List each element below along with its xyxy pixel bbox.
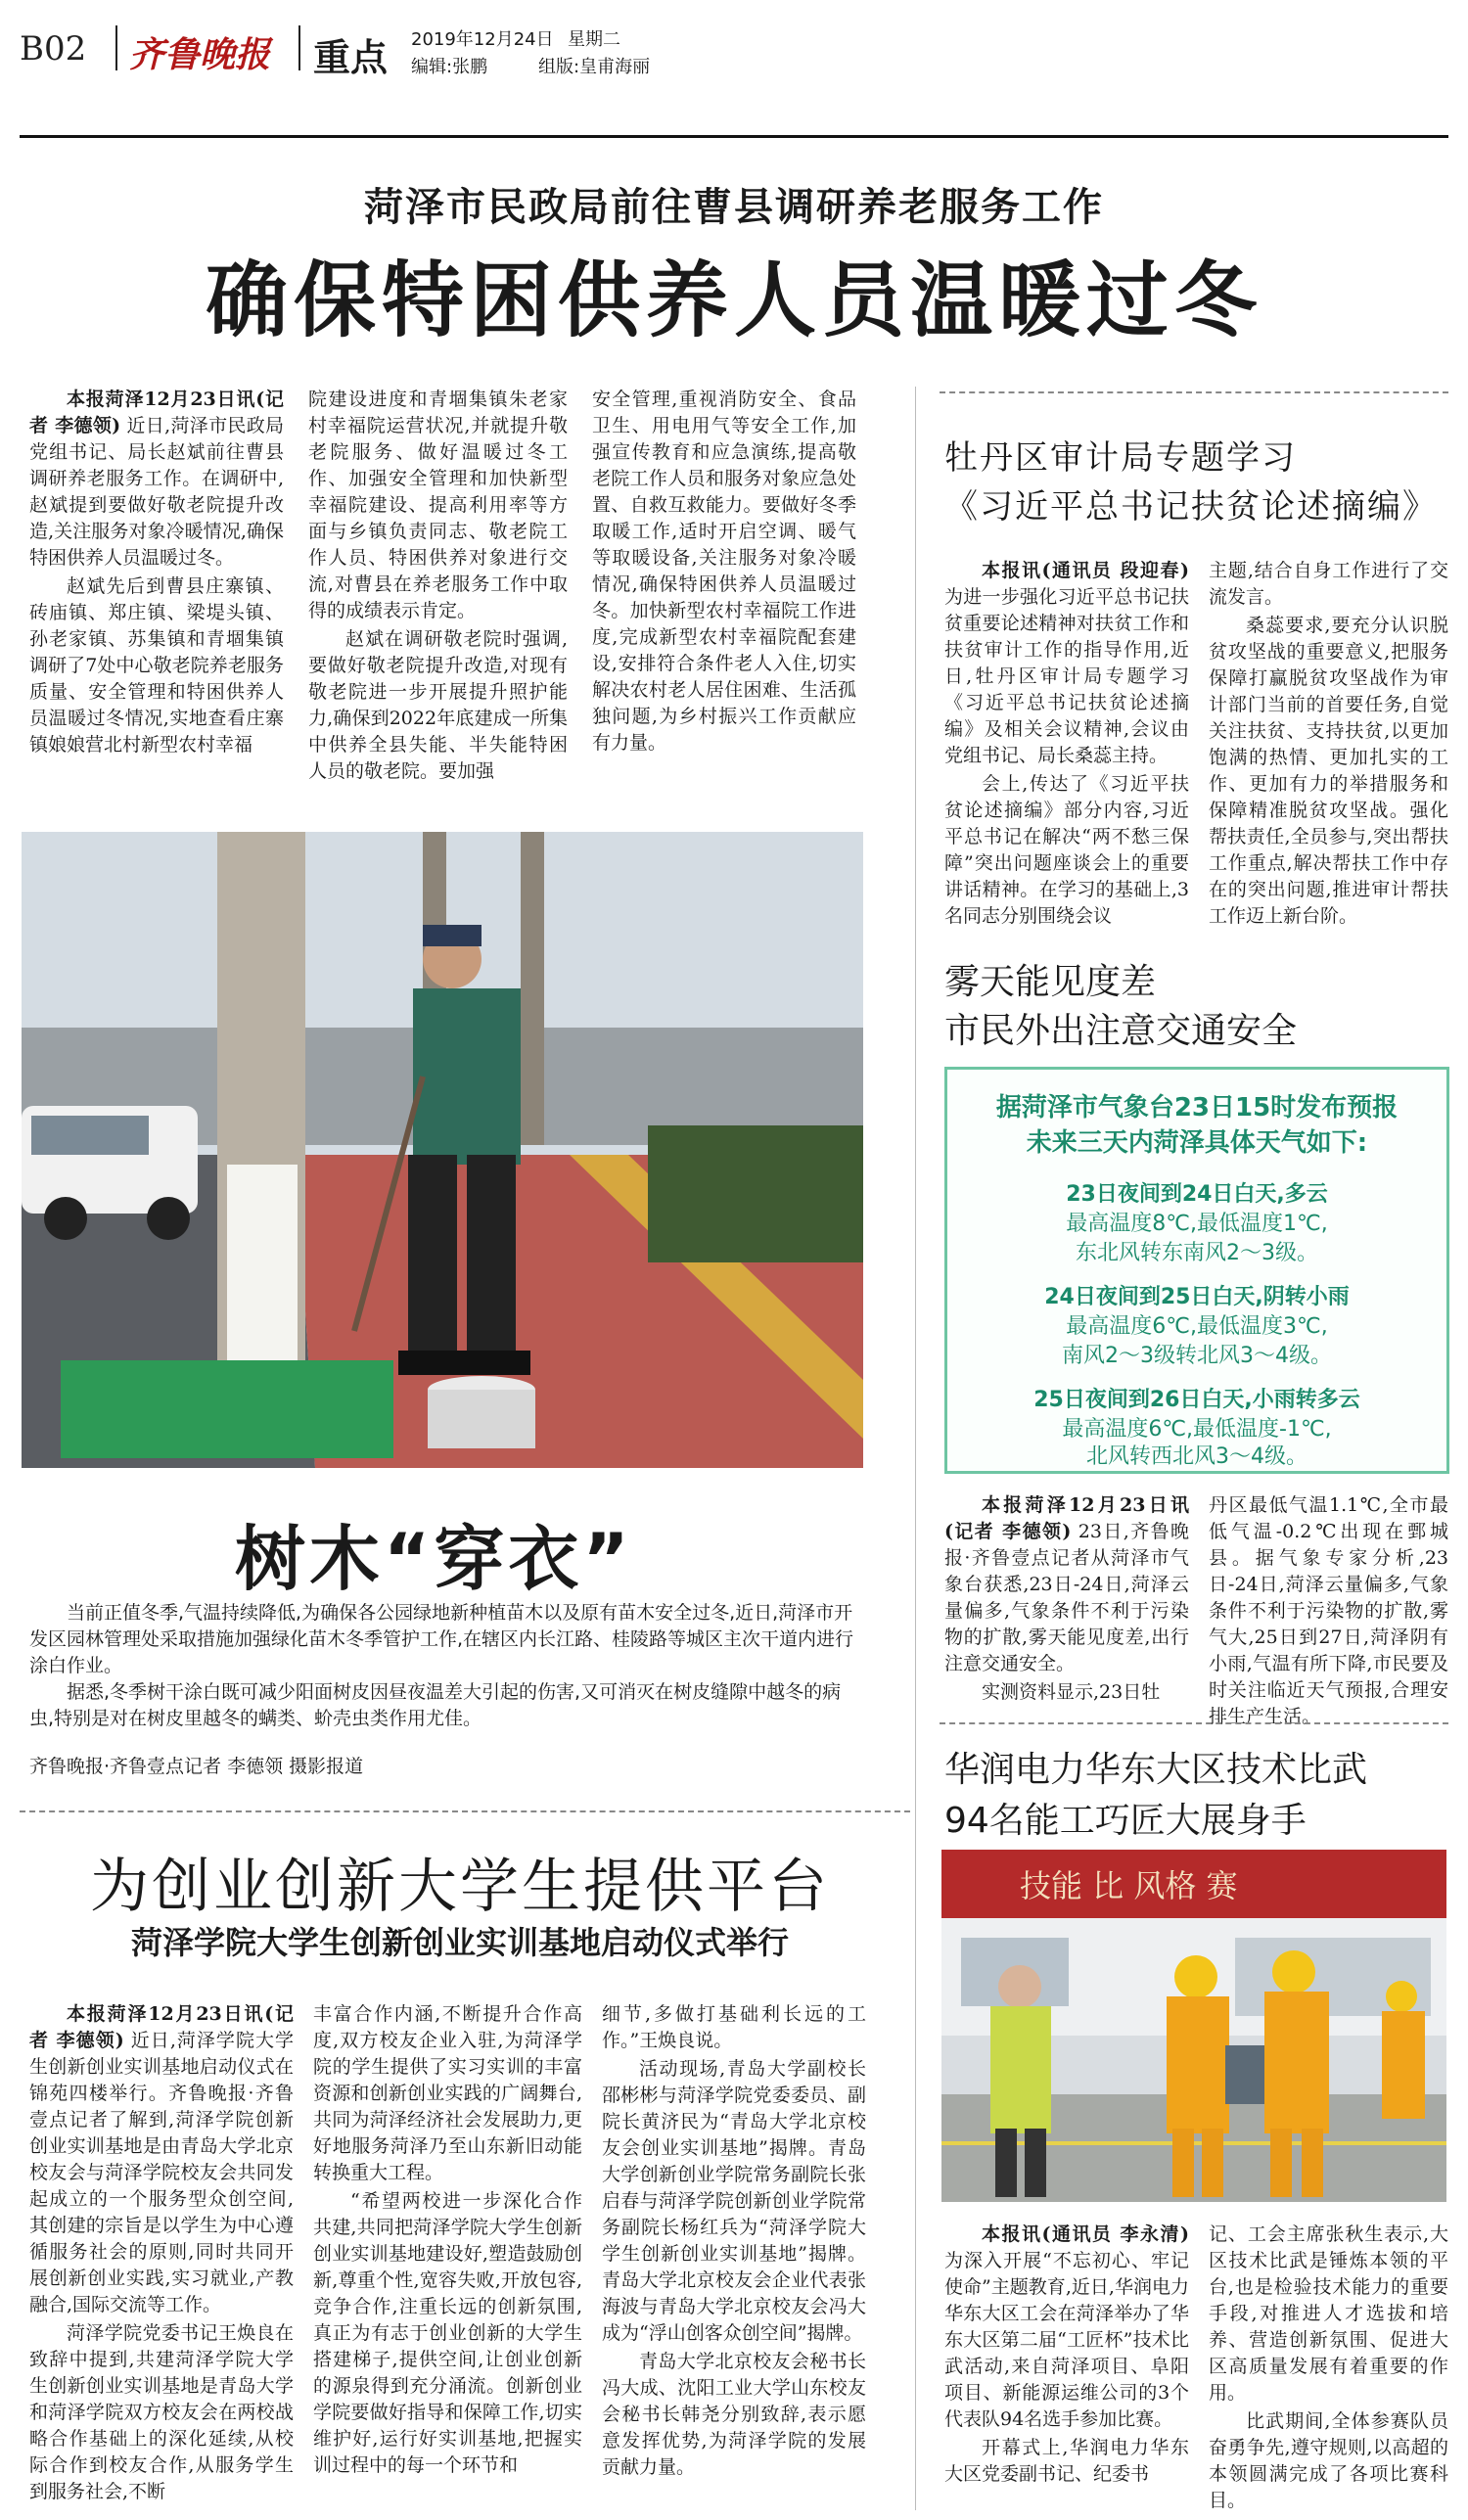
tree-painting-photo — [22, 832, 863, 1468]
paragraph: 菏泽学院党委书记王焕良在致辞中提到,共建菏泽学院大学生创新创业实训基地是青岛大学和菏泽学院双方校友会在两校战略合作基础上的深化延续,从校际合作到校友合作,从服务学生到服务社会,不断 — [29, 2322, 294, 2502]
divider — [115, 25, 117, 70]
forecast-day3-temp: 最高温度6℃,最低温度-1℃, — [1062, 1417, 1332, 1442]
edu-column-3 — [602, 2001, 866, 2483]
forecast-day3-wind: 北风转西北风3～4级。 — [1086, 1444, 1307, 1469]
paragraph: 近日,菏泽市民政局党组书记、局长赵斌前往曹县调研养老服务工作。在调研中,赵斌提到要做好敬老院提升改造,关注服务对象冷暖情况,确保特困供养人员温暖过冬。 — [29, 415, 284, 569]
audit-column-a — [944, 558, 1189, 932]
forecast-day3-head: 25日夜间到26日白天,小雨转多云 — [1033, 1388, 1360, 1412]
issue-weekday: 星期二 — [568, 29, 620, 50]
byline: 本报菏泽12月23日讯(记者 李德领) — [944, 1494, 1189, 1542]
forecast-title: 据菏泽市气象台23日15时发布预报 — [995, 1093, 1399, 1123]
editor-credit: 编辑:张鹏 — [411, 57, 488, 77]
fog-title-line1: 雾天能见度差 — [944, 962, 1157, 1002]
huarun-column-e — [944, 2222, 1189, 2490]
paragraph: 院建设进度和青堌集镇朱老家村幸福院运营状况,并就提升敬老院服务、做好温暖过冬工作、加强安全管理和加快新型幸福院建设、提高利用率等方面与乡镇负责同志、敬老院工作人员、特困供养对象进行交流,对曹县在养老服务工作中取得的成绩表示肯定。 — [308, 389, 568, 621]
dashed-rule — [940, 1722, 1448, 1724]
byline: 本报菏泽12月23日讯(记者 李德领) — [29, 389, 284, 436]
paragraph: “希望两校进一步深化合作共建,共同把菏泽学院大学生创新创业实训基地建设好,塑造鼓励创新,尊重个性,宽容失败,开放包容,竞争合作,注重长远的创新氛围,真正为有志于创业创新的大学生搭建梯子,提供空间,让创业创新的源泉得到充分涌流。创新创业学院要做好指导和保障工作,切实维护好,运行好实训基地,把握实训过程中的每一个环节和 — [313, 2190, 582, 2476]
huarun-title-line2: 94名能工巧匠大展身手 — [944, 1801, 1307, 1841]
competition-photo — [941, 1850, 1446, 2202]
masthead — [20, 18, 1448, 79]
edu-column-2 — [313, 2001, 582, 2481]
huarun-column-f — [1209, 2222, 1448, 2516]
paragraph: 安全管理,重视消防安全、食品卫生、用电用气等安全工作,加强宣传教育和应急演练,提高敬老院工作人员和服务对象应急处置、自救互救能力。要做好冬季取暖工作,适时开启空调、暖气等取暖设备,关注服务对象冷暖情况,确保特困供养人员温暖过冬。加快新型农村幸福院工作进度,完成新型农村幸福院配套建设,安排符合条件老人入住,切实解决农村老人居住困难、生活孤独问题,为乡村振兴工作贡献应有力量。 — [592, 389, 856, 754]
byline: 本报菏泽12月23日讯(记者 李德领) — [29, 2003, 294, 2051]
fog-column-c — [944, 1492, 1189, 1708]
huarun-title-line1: 华润电力华东大区技术比武 — [944, 1750, 1368, 1790]
tree-story-body — [29, 1600, 861, 1732]
main-kicker: 菏泽市民政局前往曹县调研养老服务工作 — [364, 185, 1104, 230]
paragraph: 会上,传达了《习近平扶贫论述摘编》部分内容,习近平总书记在解决“两不愁三保障”突出问题座谈会上的重要讲话精神。在学习的基础上,3名同志分别围绕会议 — [944, 773, 1189, 927]
paragraph: 记、工会主席张秋生表示,大区技术比武是锤炼本领的平台,也是检验技术能力的重要手段,对推进人才选拔和培养、营造创新氛围、促进大区高质量发展有着重要的作用。 — [1209, 2223, 1448, 2404]
main-column-1 — [29, 387, 284, 760]
column-divider — [915, 387, 916, 2510]
forecast-day1-head: 23日夜间到24日白天,多云 — [1066, 1182, 1328, 1207]
byline: 本报讯(通讯员 段迎春) — [982, 560, 1189, 581]
forecast-day2-wind: 南风2～3级转北风3～4级。 — [1062, 1344, 1332, 1368]
banner-text: 技能 比 风格 赛 — [1020, 1867, 1238, 1904]
paragraph: 比武期间,全体参赛队员奋勇争先,遵守规则,以高超的本领圆满完成了各项比赛科目。 — [1209, 2410, 1448, 2511]
competition-photo-illustration — [941, 1850, 1446, 2202]
paragraph: 赵斌在调研敬老院时强调,要做好敬老院提升改造,对现有敬老院进一步开展提升照护能力,确保到2022年底建成一所集中供养全县失能、半失能特困人员的敬老院。要加强 — [308, 628, 568, 782]
photo-credit: 齐鲁晚报·齐鲁壹点记者 李德领 摄影报道 — [29, 1756, 364, 1777]
weather-forecast-box — [944, 1067, 1449, 1474]
forecast-day2-temp: 最高温度6℃,最低温度3℃, — [1066, 1314, 1328, 1339]
divider — [298, 25, 300, 70]
dashed-rule — [20, 1810, 910, 1812]
fog-title-line2: 市民外出注意交通安全 — [944, 1011, 1298, 1051]
byline: 本报讯(通讯员 李永清) — [982, 2223, 1189, 2245]
tree-story-title: 树木“穿衣” — [235, 1518, 633, 1600]
newspaper-logo: 齐鲁晚报 — [129, 34, 271, 75]
paragraph: 青岛大学北京校友会秘书长冯大成、沈阳工业大学山东校友会秘书长韩尧分别致辞,表示愿意发挥优势,为菏泽学院的发展贡献力量。 — [602, 2351, 866, 2478]
page-number: B02 — [20, 29, 87, 69]
paragraph: 23日,齐鲁晚报·齐鲁壹点记者从菏泽市气象台获悉,23日-24日,菏泽云量偏多,气象条件不利于污染物的扩散,雾天能见度差,出行注意交通安全。 — [944, 1521, 1189, 1674]
edu-headline: 为创业创新大学生提供平台 — [90, 1853, 830, 1921]
issue-date: 2019年12月24日 — [411, 29, 554, 50]
main-column-3 — [592, 387, 856, 758]
paragraph: 据悉,冬季树干涂白既可减少阳面树皮因昼夜温差大引起的伤害,又可消灭在树皮缝隙中越冬的病虫,特别是对在树皮里越冬的螨类、蚧壳虫类作用尤佳。 — [29, 1681, 842, 1729]
audit-title-line1: 牡丹区审计局专题学习 — [944, 438, 1297, 478]
forecast-day2-head: 24日夜间到25日白天,阴转小雨 — [1044, 1285, 1350, 1309]
paragraph: 实测资料显示,23日牡 — [982, 1681, 1161, 1703]
paragraph: 丹区最低气温1.1℃,全市最低气温-0.2℃出现在鄄城县。据气象专家分析,23日-24日,菏泽云量偏多,气象条件不利于污染物的扩散,雾气大,25日到27日,菏泽阴有小雨,气温有所下降,市民要及时关注临近天气预报,合理安排生产生活。 — [1209, 1494, 1448, 1727]
paragraph: 活动现场,青岛大学副校长邵彬彬与菏泽学院党委委员、副院长黄济民为“青岛大学北京校友会创业实训基地”揭牌。青岛大学创新创业学院常务副院长张启春与菏泽学院创新创业学院常务副院长杨红兵为“菏泽学院大学生创新创业实训基地”揭牌。青岛大学北京校友会企业代表张海波与青岛大学北京校友会冯大成为“浮山创客众创空间”揭牌。 — [602, 2058, 866, 2344]
main-headline: 确保特困供养人员温暖过冬 — [205, 252, 1262, 348]
forecast-day1-temp: 最高温度8℃,最低温度1℃, — [1066, 1212, 1328, 1236]
paragraph: 当前正值冬季,气温持续降低,为确保各公园绿地新种植苗木以及原有苗木安全过冬,近日,菏泽市开发区园林管理处采取措施加强绿化苗木冬季管护工作,在辖区内长江路、桂陵路等城区主次干道内进行涂白作业。 — [29, 1602, 854, 1676]
tree-photo-illustration — [22, 832, 863, 1468]
edu-subhead: 菏泽学院大学生创新创业实训基地启动仪式举行 — [130, 1924, 789, 1961]
audit-column-b — [1209, 558, 1448, 932]
audit-title-line2: 《习近平总书记扶贫论述摘编》 — [944, 487, 1438, 527]
forecast-day1-wind: 东北风转东南风2～3级。 — [1076, 1241, 1318, 1265]
main-column-2 — [308, 387, 568, 787]
paragraph: 丰富合作内涵,不断提升合作高度,双方校友企业入驻,为菏泽学院的学生提供了实习实训的丰富资源和创新创业实践的广阔舞台,共同为菏泽经济社会发展助力,更好地服务菏泽乃至山东新旧动能转换重大工程。 — [313, 2003, 582, 2183]
fog-column-d — [1209, 1492, 1448, 1732]
paragraph: 为深入开展“不忘初心、牢记使命”主题教育,近日,华润电力华东大区工会在菏泽举办了华东大区第二届“工匠杯”技术比武活动,来自菏泽项目、阜阳项目、新能源运维公司的3个代表队94名选手参加比赛。 — [944, 2250, 1189, 2430]
designer-credit: 组版:皇甫海丽 — [538, 57, 651, 77]
paragraph: 细节,多做打基础利长远的工作。”王焕良说。 — [602, 2003, 866, 2051]
paragraph: 开幕式上,华润电力华东大区党委副书记、纪委书 — [944, 2437, 1189, 2485]
paragraph: 桑蕊要求,要充分认识脱贫攻坚战的重要意义,把服务保障打赢脱贫攻坚战作为审计部门当前的首要任务,自觉关注扶贫、支持扶贫,以更加饱满的热情、更加扎实的工作、更加有力的举措服务和保障精准脱贫攻坚战。强化帮扶责任,全员参与,突出帮扶工作重点,解决帮扶工作中存在的突出问题,推进审计帮扶工作迈上新台阶。 — [1209, 615, 1448, 927]
section-name: 重点 — [313, 36, 389, 79]
dashed-rule — [940, 391, 1448, 393]
top-rule — [20, 135, 1448, 138]
forecast-subtitle: 未来三天内菏泽具体天气如下: — [1026, 1128, 1368, 1158]
paragraph: 赵斌先后到曹县庄寨镇、砖庙镇、郑庄镇、梁堤头镇、孙老家镇、苏集镇和青堌集镇调研了7处中心敬老院养老服务质量、安全管理和特困供养人员温暖过冬情况,实地查看庄寨镇娘娘营北村新型农村幸福 — [29, 575, 284, 756]
paragraph: 为进一步强化习近平总书记扶贫重要论述精神对扶贫工作和扶贫审计工作的指导作用,近日,牡丹区审计局专题学习《习近平总书记扶贫论述摘编》及相关会议精神,会议由党组书记、局长桑蕊主持。 — [944, 586, 1189, 766]
edu-column-1 — [29, 2001, 294, 2507]
paragraph: 主题,结合自身工作进行了交流发言。 — [1209, 560, 1448, 608]
paragraph: 近日,菏泽学院大学生创新创业实训基地启动仪式在锦苑四楼举行。齐鲁晚报·齐鲁壹点记者了解到,菏泽学院创新创业实训基地是由青岛大学北京校友会与菏泽学院校友会共同发起成立的一个服务型众创空间,其创建的宗旨是以学生为中心遵循服务社会的原则,同时共同开展创新创业实践,实习就业,产教融合,国际交流等工作。 — [29, 2030, 294, 2315]
